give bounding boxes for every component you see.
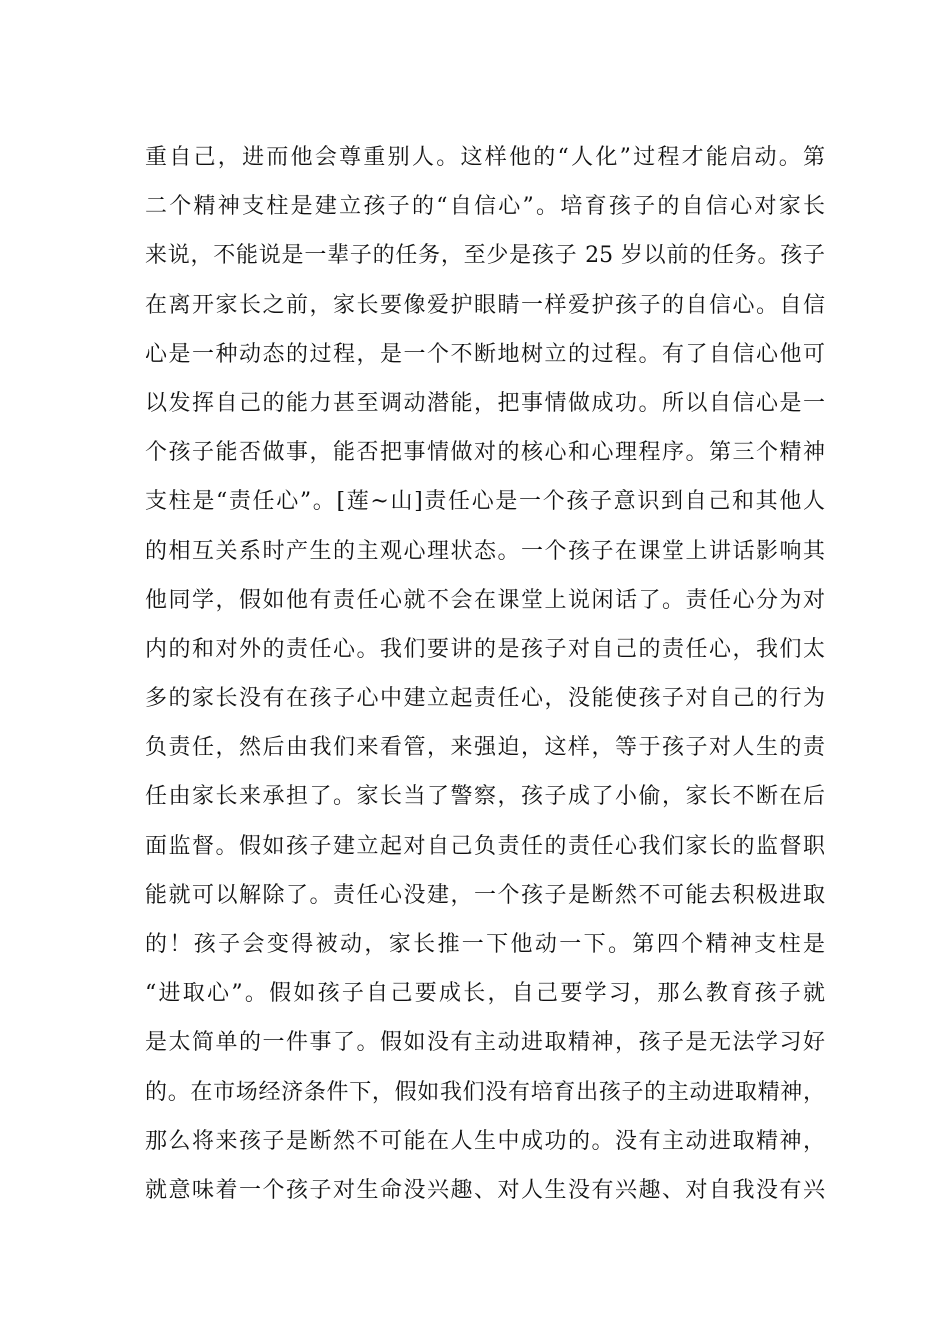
text-line: 来说，不能说是一辈子的任务，至少是孩子 25 岁以前的任务。孩子 — [145, 243, 825, 269]
text-line: 面监督。假如孩子建立起对自己负责任的责任心我们家长的监督职 — [145, 833, 825, 859]
text-line: 个孩子能否做事，能否把事情做对的核心和心理程序。第三个精神 — [145, 440, 825, 466]
text-line: 的相互关系时产生的主观心理状态。一个孩子在课堂上讲话影响其 — [145, 538, 825, 564]
text-line: 心是一种动态的过程，是一个不断地树立的过程。有了自信心他可 — [145, 341, 825, 367]
text-line: 能就可以解除了。责任心没建，一个孩子是断然不可能去积极进取 — [145, 882, 825, 908]
text-line: 他同学，假如他有责任心就不会在课堂上说闲话了。责任心分为对 — [145, 587, 825, 613]
text-line: 任由家长来承担了。家长当了警察，孩子成了小偷，家长不断在后 — [145, 784, 825, 810]
text-line: 就意味着一个孩子对生命没兴趣、对人生没有兴趣、对自我没有兴 — [145, 1177, 825, 1203]
text-line: 二个精神支柱是建立孩子的“自信心”。培育孩子的自信心对家长 — [145, 194, 825, 220]
text-line: 那么将来孩子是断然不可能在人生中成功的。没有主动进取精神， — [145, 1128, 825, 1154]
text-line: 以发挥自己的能力甚至调动潜能，把事情做成功。所以自信心是一 — [145, 390, 825, 416]
text-line: 是太简单的一件事了。假如没有主动进取精神，孩子是无法学习好 — [145, 1030, 825, 1056]
text-line: 的。在市场经济条件下，假如我们没有培育出孩子的主动进取精神， — [145, 1079, 825, 1105]
text-line: 支柱是“责任心”。[莲~山]责任心是一个孩子意识到自己和其他人 — [145, 489, 825, 515]
body-text — [145, 133, 825, 1215]
text-line: 的！孩子会变得被动，家长推一下他动一下。第四个精神支柱是 — [145, 932, 825, 957]
text-line: 在离开家长之前，家长要像爱护眼睛一样爱护孩子的自信心。自信 — [145, 292, 825, 318]
text-line: 多的家长没有在孩子心中建立起责任心，没能使孩子对自己的行为 — [145, 686, 825, 712]
text-line: 重自己，进而他会尊重别人。这样他的“人化”过程才能启动。第 — [145, 145, 825, 170]
text-line: 负责任，然后由我们来看管，来强迫，这样，等于孩子对人生的责 — [145, 735, 825, 761]
text-line: “进取心”。假如孩子自己要成长，自己要学习，那么教育孩子就 — [145, 981, 825, 1007]
text-line: 内的和对外的责任心。我们要讲的是孩子对自己的责任心，我们太 — [145, 636, 825, 662]
